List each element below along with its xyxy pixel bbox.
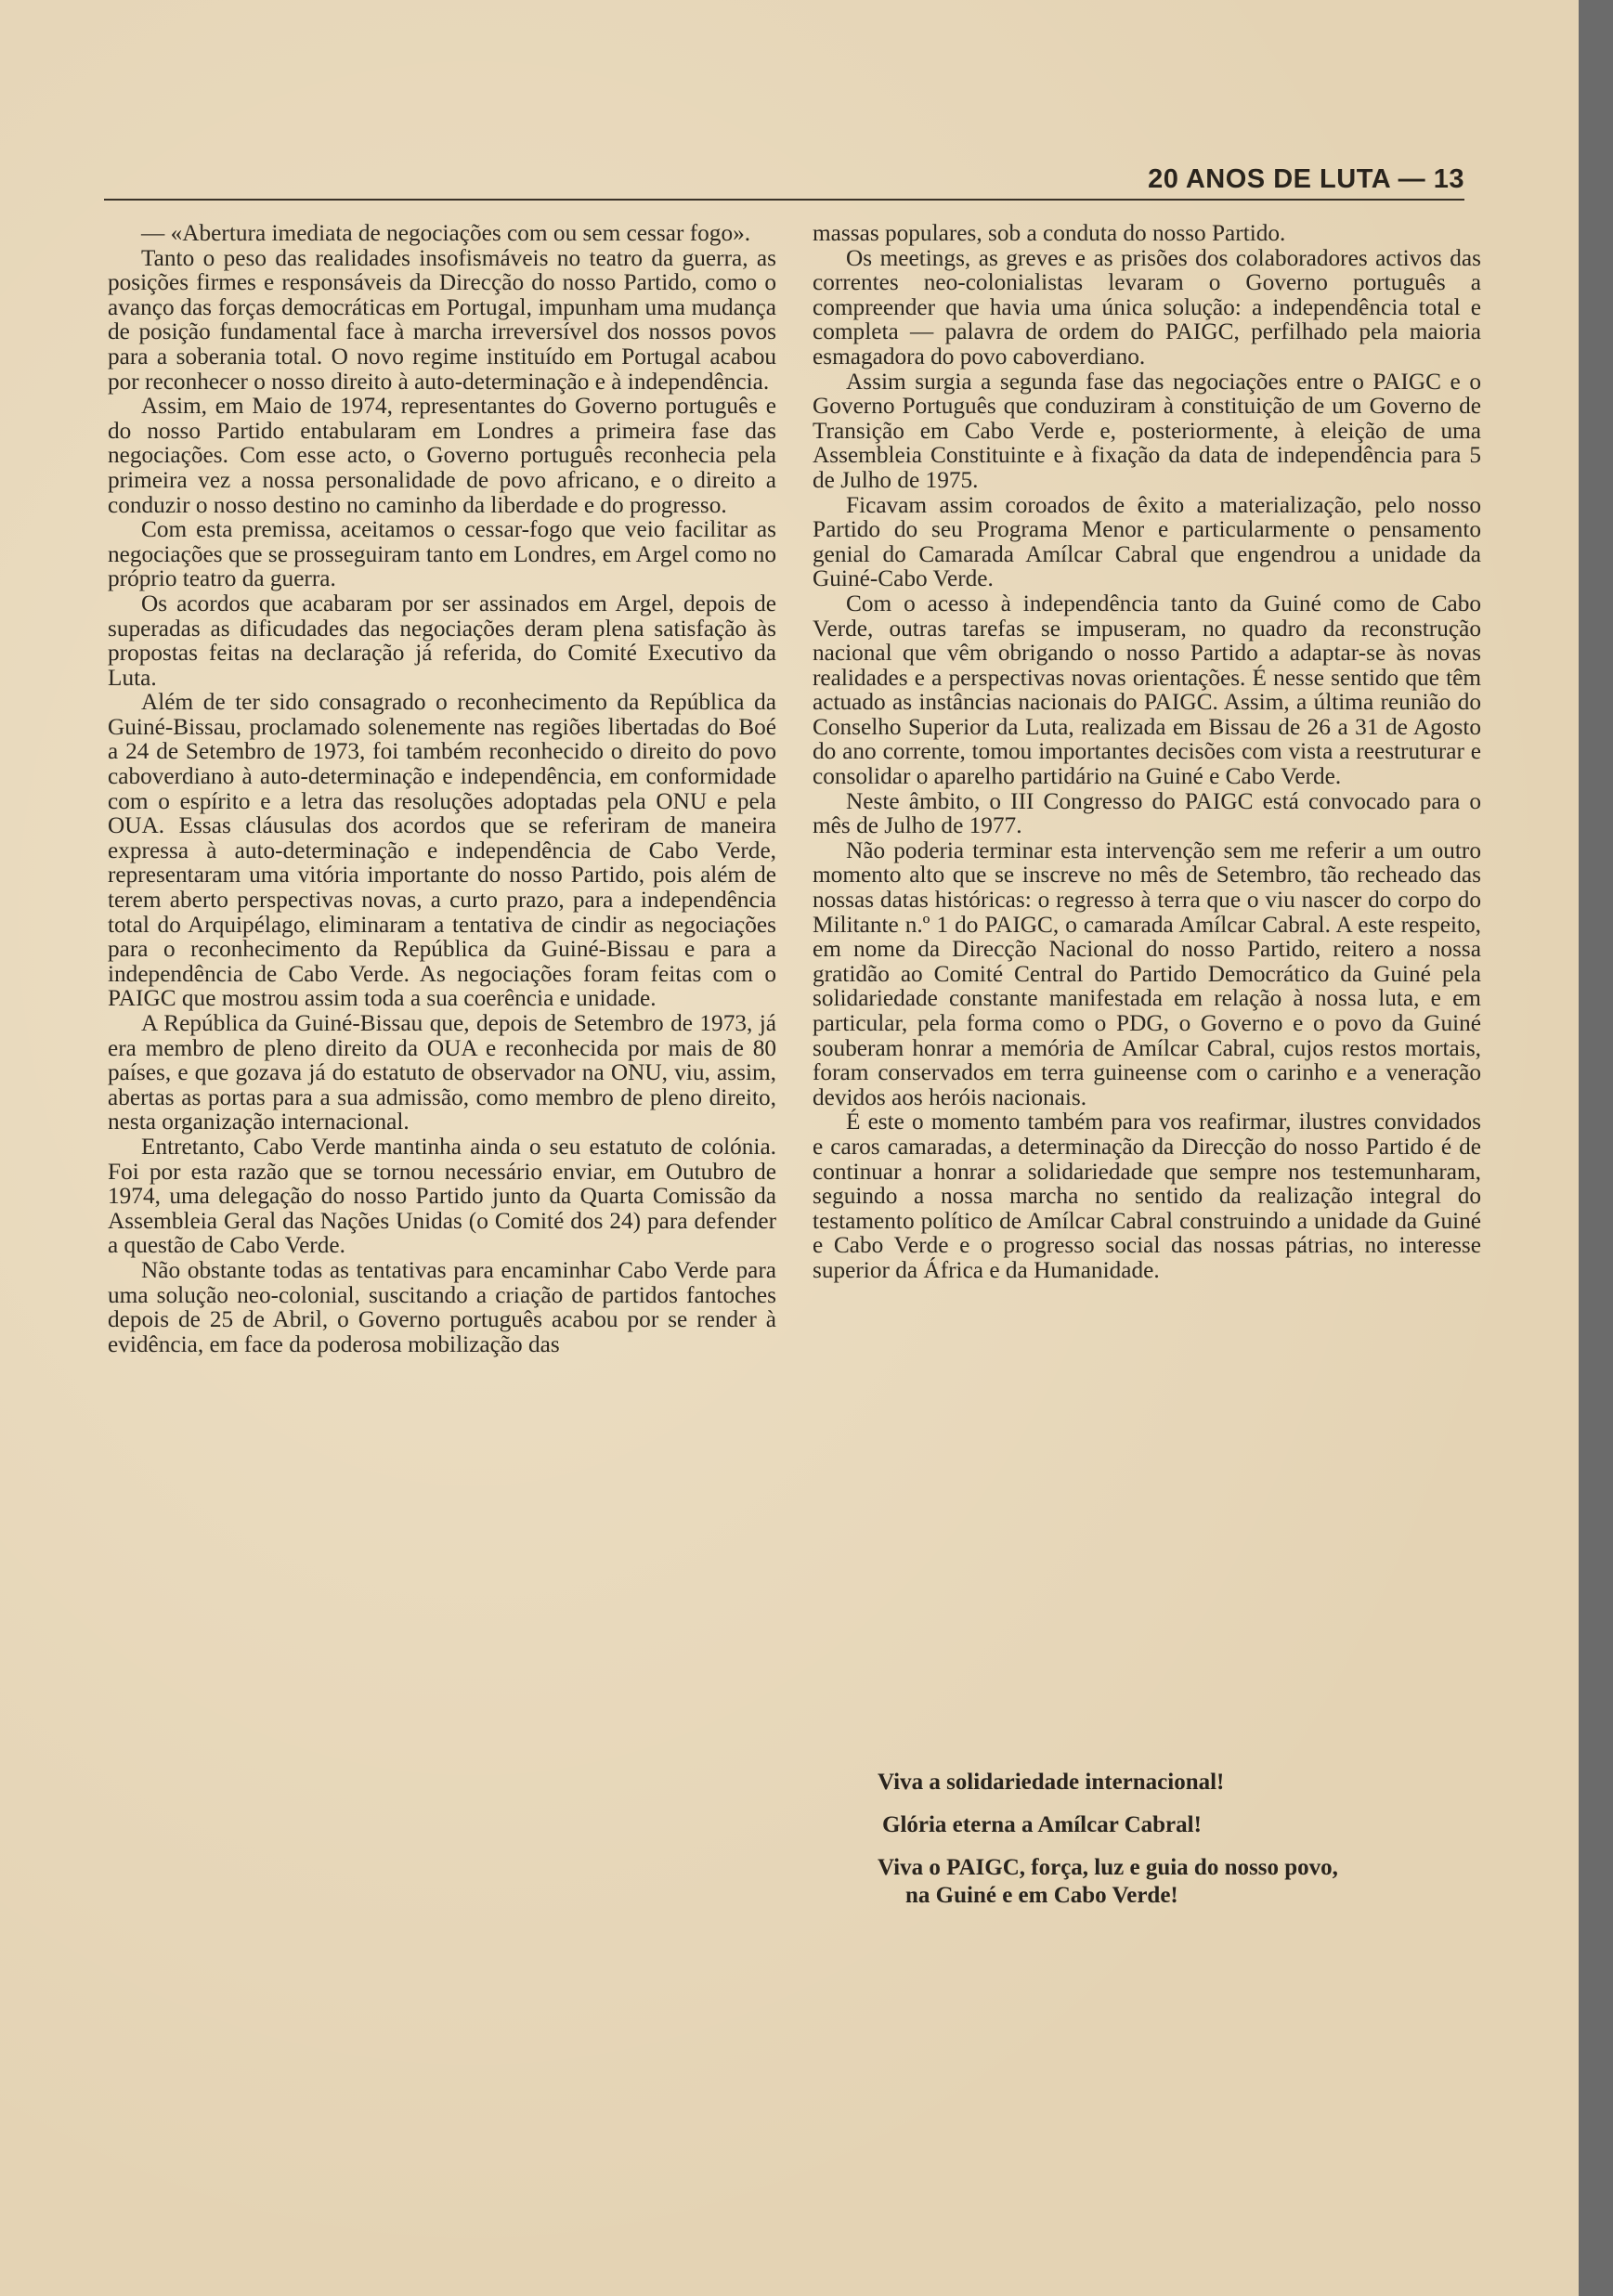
paragraph: massas populares, sob a conduta do nosso Partido.: [813, 220, 1286, 246]
paragraph: Assim surgia a segunda fase das negociações entre o PAIGC e o Governo Português que conduziram à constituição de um Governo de Transição em Cabo Verde e, posteriormente, à eleição de uma Assembleia Constituinte e à fixação da data de independência para 5 de Julho de 1975.: [813, 368, 1481, 493]
slogan-paigc: Viva o PAIGC, força, luz e guia do nosso povo,: [878, 1855, 1338, 1880]
left-column: [108, 221, 776, 1356]
paragraph: Com esta premissa, aceitamos o cessar-fogo que veio facilitar as negociações que se prosseguiram tanto em Londres, em Argel como no próprio teatro da guerra.: [108, 516, 776, 592]
paragraph: Os acordos que acabaram por ser assinados em Argel, depois de superadas as dificudades das negociações deram plena satisfação às propostas feitas na declaração já referida, do Comité Executivo da Luta.: [108, 590, 776, 691]
paragraph: É este o momento também para vos reafirmar, ilustres convidados e caros camaradas, a determinação da Direcção do nosso Partido é de continuar a honrar a solidariedade que sempre nos testemunharam, seguindo a nossa marcha no sentido da realização integral do testamento político de Amílcar Cabral construindo a unidade da Guiné e Cabo Verde e o progresso social das nossas pátrias, no interesse superior da África e da Humanidade.: [813, 1109, 1481, 1283]
paragraph: Neste âmbito, o III Congresso do PAIGC está convocado para o mês de Julho de 1977.: [813, 787, 1481, 839]
paragraph: Entretanto, Cabo Verde mantinha ainda o seu estatuto de colónia. Foi por esta razão que se tornou necessário enviar, em Outubro de 1974, uma delegação do nosso Partido junto da Quarta Comissão da Assembleia Geral das Nações Unidas (o Comité dos 24) para defender a questão de Cabo Verde.: [108, 1133, 776, 1259]
paragraph: Com o acesso à independência tanto da Guiné como de Cabo Verde, outras tarefas se impuseram, no quadro da reconstrução nacional que vêm obrigando o nosso Partido a adaptar-se às novas realidades e a perspectivas novas orientações. É nesse sentido que têm actuado as instâncias nacionais do PAIGC. Assim, a última reunião do Conselho Superior da Luta, realizada em Bissau de 26 a 31 de Agosto do ano corrente, tomou importantes decisões com vista a reestruturar e consolidar o aparelho partidário na Guiné e Cabo Verde.: [813, 590, 1481, 790]
paragraph: Tanto o peso das realidades insofismáveis no teatro da guerra, as posições firmes e responsáveis da Direcção do nosso Partido, como o avanço das forças democráticas em Portugal, impunham uma mudança de posição fundamental face à marcha irreversível dos nossos povos para a soberania total. O novo regime instituído em Portugal acabou por reconhecer o nosso direito à auto-determinação e à independência.: [108, 244, 776, 395]
right-column: [813, 221, 1481, 1283]
paragraph: — «Abertura imediata de negociações com ou sem cessar fogo».: [141, 220, 751, 246]
page-header: [104, 156, 1464, 201]
paragraph: A República da Guiné-Bissau que, depois de Setembro de 1973, já era membro de pleno direito da OUA e reconhecida por mais de 80 países, e que gozava já do estatuto de observador na ONU, viu, assim, abertas as portas para a sua admissão, como membro de pleno direito, nesta organização internacional.: [108, 1010, 776, 1135]
slogan-paigc-cont: na Guiné e em Cabo Verde!: [905, 1883, 1178, 1908]
paragraph: Os meetings, as greves e as prisões dos colaboradores activos das correntes neo-colonialistas levaram o Governo português a compreender que havia uma única solução: a independência total e completa — palavra de ordem do PAIGC, perfilhado pela maioria esmagadora do povo caboverdiano.: [813, 244, 1481, 370]
slogan-cabral: Glória eterna a Amílcar Cabral!: [882, 1812, 1202, 1837]
slogan-solidarity: Viva a solidariedade internacional!: [878, 1770, 1225, 1795]
paragraph: Não poderia terminar esta intervenção sem me referir a um outro momento alto que se inscreve no mês de Setembro, tão recheado das nossas datas históricas: o regresso à terra que o viu nascer do corpo do Militante n.º 1 do PAIGC, o camarada Amílcar Cabral. A este respeito, em nome da Direcção Nacional do nosso Partido, reitero a nossa gratidão ao Comité Central do Partido Democrático da Guiné pela solidariedade constante manifestada em relação à nossa luta, e em particular, pela forma como o PDG, o Governo e o povo da Guiné souberam honrar a memória de Amílcar Cabral, cujos restos mortais, foram conservados em terra guineense com o carinho e a veneração devidos aos heróis nacionais.: [813, 837, 1481, 1110]
paragraph: Além de ter sido consagrado o reconhecimento da República da Guiné-Bissau, proclamado solenemente nas regiões libertadas do Boé a 24 de Setembro de 1973, foi também reconhecido o direito do povo caboverdiano à auto-determinação e independência, em conformidade com o espírito e a letra das resoluções adoptadas pela ONU e pela OUA. Essas cláusulas dos acordos que se referiram de maneira expressa à auto-determinação e independência de Cabo Verde, representaram uma vitória importante do nosso Partido, pois além de terem aberto perspectivas novas, a curto prazo, para a independência total do Arquipélago, eliminaram a tentativa de cindir as negociações para o reconhecimento da República da Guiné-Bissau e para a independência de Cabo Verde. As negociações foram feitas com o PAIGC que mostrou assim toda a sua coerência e unidade.: [108, 689, 776, 1012]
running-title: 20 ANOS DE LUTA — 13: [1148, 164, 1464, 194]
paragraph: Assim, em Maio de 1974, representantes do Governo português e do nosso Partido entabularam em Londres a primeira fase das negociações. Com esse acto, o Governo português reconhecia pela primeira vez a nossa personalidade de povo africano, e o direito a conduzir o nosso destino no caminho da liberdade e do progresso.: [108, 393, 776, 518]
paragraph: Não obstante todas as tentativas para encaminhar Cabo Verde para uma solução neo-colonial, suscitando a criação de partidos fantoches depois de 25 de Abril, o Governo português acabou por se render à evidência, em face da poderosa mobilização das: [108, 1256, 776, 1357]
paragraph: Ficavam assim coroados de êxito a materialização, pelo nosso Partido do seu Programa Menor e particularmente o pensamento genial do Camarada Amílcar Cabral que engendrou a unidade da Guiné-Cabo Verde.: [813, 491, 1481, 592]
closing-slogans: [813, 1769, 1481, 1925]
